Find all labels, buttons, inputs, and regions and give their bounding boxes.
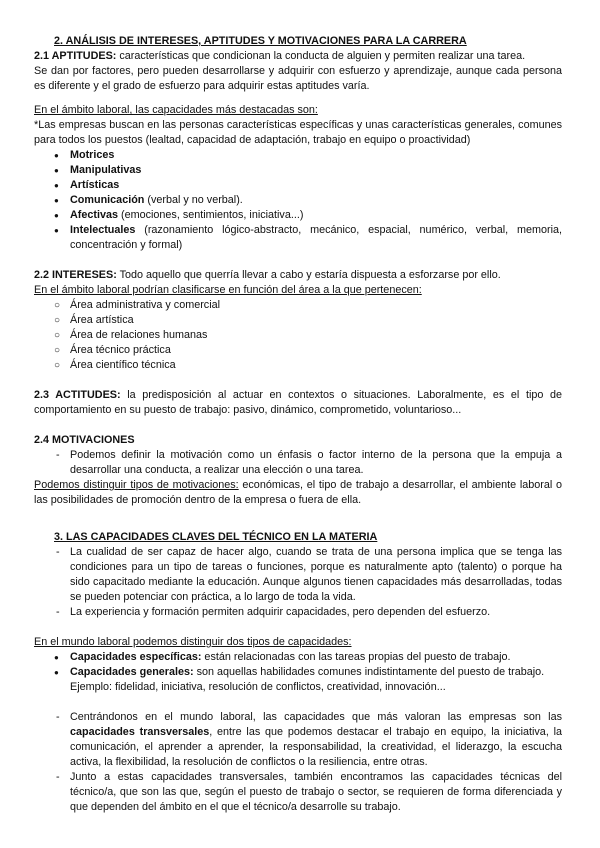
capacidades-list [34,148,562,253]
item-text: Centrándonos en el mundo laboral, las capacidades que más valoran las empresas son las [70,711,562,723]
list-item: - La experiencia y formación permiten adquirir capacidades, pero dependen del esfuerzo. [34,605,562,620]
motivaciones-tipos-text: económicas, el tipo de trabajo a desarrollar, el ambiente laboral o las posibilidades de promoción dentro de la empresa o fuera de ella. [34,479,562,506]
list-item: - La cualidad de ser capaz de hacer algo, cuando se trata de una persona implica que se tenga las condiciones para un tipo de tareas o funciones, porque es naturalmente apto (talento) o porque ha sido capacitado mediante la educación. Aunque algunos tienen capacidades más desarrolladas, todas se pueden potenciar con práctica, a lo largo de toda la vida. [34,545,562,605]
section-2-title: 2. ANÁLISIS DE INTERESES, APTITUDES Y MOTIVACIONES PARA LA CARRERA [54,35,467,47]
aptitudes-definition [34,49,562,64]
item-bold: Motrices [70,149,115,161]
list-item [34,148,562,163]
list-item: - Podemos definir la motivación como un énfasis o factor interno de la persona que la empuja a desarrollar una conducta, a realizar una elección o una tarea. [34,448,562,478]
list-item [34,208,562,223]
transversales-list [34,710,562,815]
intereses-list [34,298,562,373]
list-item [34,193,562,208]
item-text: están relacionadas con las tareas propias del puesto de trabajo. [201,651,511,663]
list-item: ○ Área técnico práctica [34,343,562,358]
item-bold: Comunicación [70,194,145,206]
motivaciones-list [34,448,562,478]
list-item: ○ Área administrativa y comercial [34,298,562,313]
list-item: ○ Área científico técnica [34,358,562,373]
list-item [34,163,562,178]
item-text: son aquellas habilidades comunes indistintamente del puesto de trabajo. Ejemplo: fidelidad, iniciativa, resolución de conflictos, creatividad, innovación... [70,666,545,693]
list-item [34,710,562,770]
section-3-title: 3. LAS CAPACIDADES CLAVES DEL TÉCNICO EN LA MATERIA [54,531,378,543]
intereses-definition [34,268,562,283]
intereses-intro: En el ámbito laboral podrían clasificarse en función del área a la que pertenecen: [34,284,422,296]
aptitudes-text: características que condicionan la conducta de alguien y permiten realizar una tarea. [116,50,526,62]
motivaciones-heading-text: 2.4 MOTIVACIONES [34,434,135,446]
intereses-heading: 2.2 INTERESES: [34,269,117,281]
item-bold: Afectivas [70,209,119,221]
item-text: (verbal y no verbal). [144,194,243,206]
actitudes-text: la predisposición al actuar en contextos o situaciones. Laboralmente, es el tipo de comportamiento en su puesto de trabajo: pasivo, dinámico, comprometido, voluntarioso... [34,389,562,416]
aptitudes-heading: 2.1 APTITUDES: [34,50,117,62]
aptitudes-paragraph: Se dan por factores, pero pueden desarrollarse y adquirir con esfuerzo y aprendizaje, aunque cada persona es diferente y el grado de esfuerzo para adquirir estas aptitudes varía. [34,65,562,92]
motivaciones-tipos-label: Podemos distinguir tipos de motivaciones: [34,479,239,491]
list-item: - Junto a estas capacidades transversales, también encontramos las capacidades técnicas del técnico/a, que son las que, según el puesto de trabajo o sector, se requieren de forma diferenciada y que dependen del ámbito en el que el técnico/a desarrolle su trabajo. [34,770,562,815]
list-item [34,650,562,665]
list-item [34,178,562,193]
intereses-text: Todo aquello que querría llevar a cabo y estaría dispuesta a esforzarse por ello. [116,269,501,281]
tipos-capacidades-list [34,650,562,695]
item-bold: Capacidades específicas: [70,651,202,663]
capacidades-paragraph: *Las empresas buscan en las personas características específicas y unas características generales, comunes para todos los puestos (lealtad, capacidad de adaptación, trabajo en equipo o proactividad) [34,119,562,146]
item-bold: Intelectuales [70,224,136,236]
item-bold: Manipulativas [70,164,142,176]
actitudes-definition [34,388,562,418]
capacidades-claves-list [34,545,562,620]
motivaciones-heading [34,433,562,448]
item-text: (emociones, sentimientos, iniciativa...) [118,209,304,221]
motivaciones-tipos [34,478,562,508]
actitudes-heading: 2.3 ACTITUDES: [34,389,121,401]
item-text: , entre las que podemos destacar el trabajo en equipo, la iniciativa, la comunicación, el aprender a aprender, la responsabilidad, la creatividad, el liderazgo, la escucha activa, la flexibilidad, la resolución de conflictos o la resiliencia, entre otras. [70,726,563,768]
list-item [34,223,562,253]
document-page [34,34,562,815]
capacidades-intro: En el ámbito laboral, las capacidades más destacadas son: [34,104,318,116]
item-bold: capacidades transversales [70,726,210,738]
item-text: (razonamiento lógico-abstracto, mecánico, espacial, numérico, verbal, memoria, concentración y formal) [70,224,562,251]
list-item: ○ Área de relaciones humanas [34,328,562,343]
tipos-capacidades-intro: En el mundo laboral podemos distinguir dos tipos de capacidades: [34,636,352,648]
item-bold: Artísticas [70,179,120,191]
list-item: ○ Área artística [34,313,562,328]
item-bold: Capacidades generales: [70,666,194,678]
list-item [34,665,562,695]
